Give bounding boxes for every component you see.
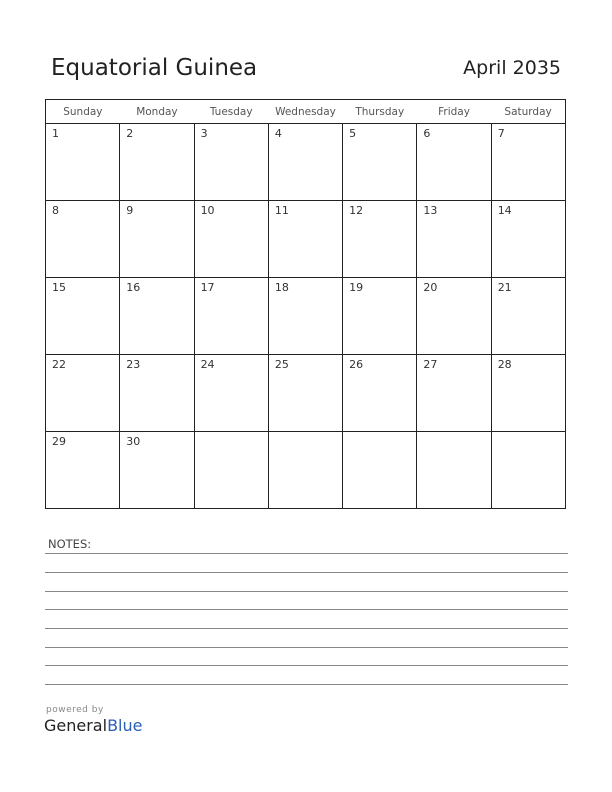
day-cell[interactable] [46, 278, 120, 355]
day-number: 3 [200, 127, 208, 140]
day-cell[interactable] [491, 432, 565, 509]
day-number: 17 [200, 281, 215, 294]
day-number: 27 [423, 358, 438, 371]
day-cell[interactable] [120, 124, 194, 201]
day-number: 20 [423, 281, 438, 294]
country-title: Equatorial Guinea [51, 55, 258, 81]
day-cell[interactable] [268, 124, 342, 201]
day-number: 7 [497, 127, 505, 140]
day-cell[interactable] [120, 278, 194, 355]
day-number [417, 432, 490, 435]
day-number: 29 [52, 435, 66, 448]
notes-label: NOTES: [48, 537, 92, 551]
day-cell[interactable] [343, 124, 417, 201]
day-number: 9 [126, 204, 134, 217]
day-number: 10 [200, 204, 215, 217]
day-cell[interactable] [194, 278, 268, 355]
day-cell[interactable] [268, 432, 342, 509]
day-cell[interactable] [417, 432, 491, 509]
day-cell[interactable] [120, 432, 194, 509]
day-cell[interactable] [491, 278, 565, 355]
day-number [343, 432, 416, 435]
day-number: 14 [497, 204, 512, 217]
calendar-grid [45, 99, 566, 509]
day-number: 13 [423, 204, 438, 217]
day-number: 18 [274, 281, 289, 294]
weekday-header-row [46, 100, 566, 124]
weekday-tuesday: Tuesday [194, 100, 268, 124]
day-cell[interactable] [194, 432, 268, 509]
week-row [46, 278, 566, 355]
day-number: 8 [52, 204, 59, 217]
powered-by-text: powered by [46, 705, 104, 715]
day-number: 26 [349, 358, 364, 371]
day-number: 28 [497, 358, 512, 371]
week-row [46, 124, 566, 201]
month-year-title: April 2035 [463, 57, 561, 79]
day-number: 22 [52, 358, 66, 371]
weekday-sunday: Sunday [46, 100, 120, 124]
note-line [45, 647, 568, 648]
day-number: 4 [274, 127, 282, 140]
brand-general-text: General [44, 716, 108, 735]
day-number: 21 [497, 281, 512, 294]
day-cell[interactable] [120, 201, 194, 278]
day-cell[interactable] [194, 124, 268, 201]
day-cell[interactable] [46, 355, 120, 432]
note-line [45, 553, 568, 554]
week-row [46, 355, 566, 432]
day-cell[interactable] [194, 355, 268, 432]
day-cell[interactable] [268, 278, 342, 355]
day-number: 2 [126, 127, 134, 140]
day-cell[interactable] [491, 201, 565, 278]
note-line [45, 572, 568, 573]
weekday-saturday: Saturday [491, 100, 565, 124]
day-number [269, 432, 342, 435]
day-number: 16 [126, 281, 141, 294]
day-cell[interactable] [417, 278, 491, 355]
day-number: 15 [52, 281, 66, 294]
week-row [46, 201, 566, 278]
day-number: 5 [349, 127, 357, 140]
note-line [45, 665, 568, 666]
day-cell[interactable] [268, 201, 342, 278]
day-cell[interactable] [268, 355, 342, 432]
day-number: 19 [349, 281, 364, 294]
weekday-friday: Friday [417, 100, 491, 124]
day-cell[interactable] [343, 201, 417, 278]
week-row [46, 432, 566, 509]
day-number: 1 [52, 127, 59, 140]
day-number: 30 [126, 435, 141, 448]
day-number [492, 432, 565, 435]
note-line [45, 628, 568, 629]
day-number: 25 [274, 358, 289, 371]
day-cell[interactable] [417, 201, 491, 278]
day-cell[interactable] [194, 201, 268, 278]
day-cell[interactable] [46, 432, 120, 509]
brand-blue-text: Blue [107, 716, 143, 735]
day-number: 23 [126, 358, 141, 371]
day-cell[interactable] [417, 124, 491, 201]
day-number: 6 [423, 127, 431, 140]
day-cell[interactable] [46, 201, 120, 278]
weekday-wednesday: Wednesday [268, 100, 342, 124]
day-number: 12 [349, 204, 364, 217]
day-cell[interactable] [491, 355, 565, 432]
note-line [45, 609, 568, 610]
weekday-thursday: Thursday [343, 100, 417, 124]
weekday-monday: Monday [120, 100, 194, 124]
day-cell[interactable] [46, 124, 120, 201]
day-cell[interactable] [491, 124, 565, 201]
day-cell[interactable] [343, 432, 417, 509]
note-line [45, 684, 568, 685]
note-line [45, 591, 568, 592]
day-number [195, 432, 268, 435]
day-cell[interactable] [417, 355, 491, 432]
day-number: 24 [200, 358, 215, 371]
generalblue-logo[interactable] [44, 716, 142, 735]
day-cell[interactable] [343, 278, 417, 355]
day-cell[interactable] [120, 355, 194, 432]
day-cell[interactable] [343, 355, 417, 432]
day-number: 11 [274, 204, 289, 217]
